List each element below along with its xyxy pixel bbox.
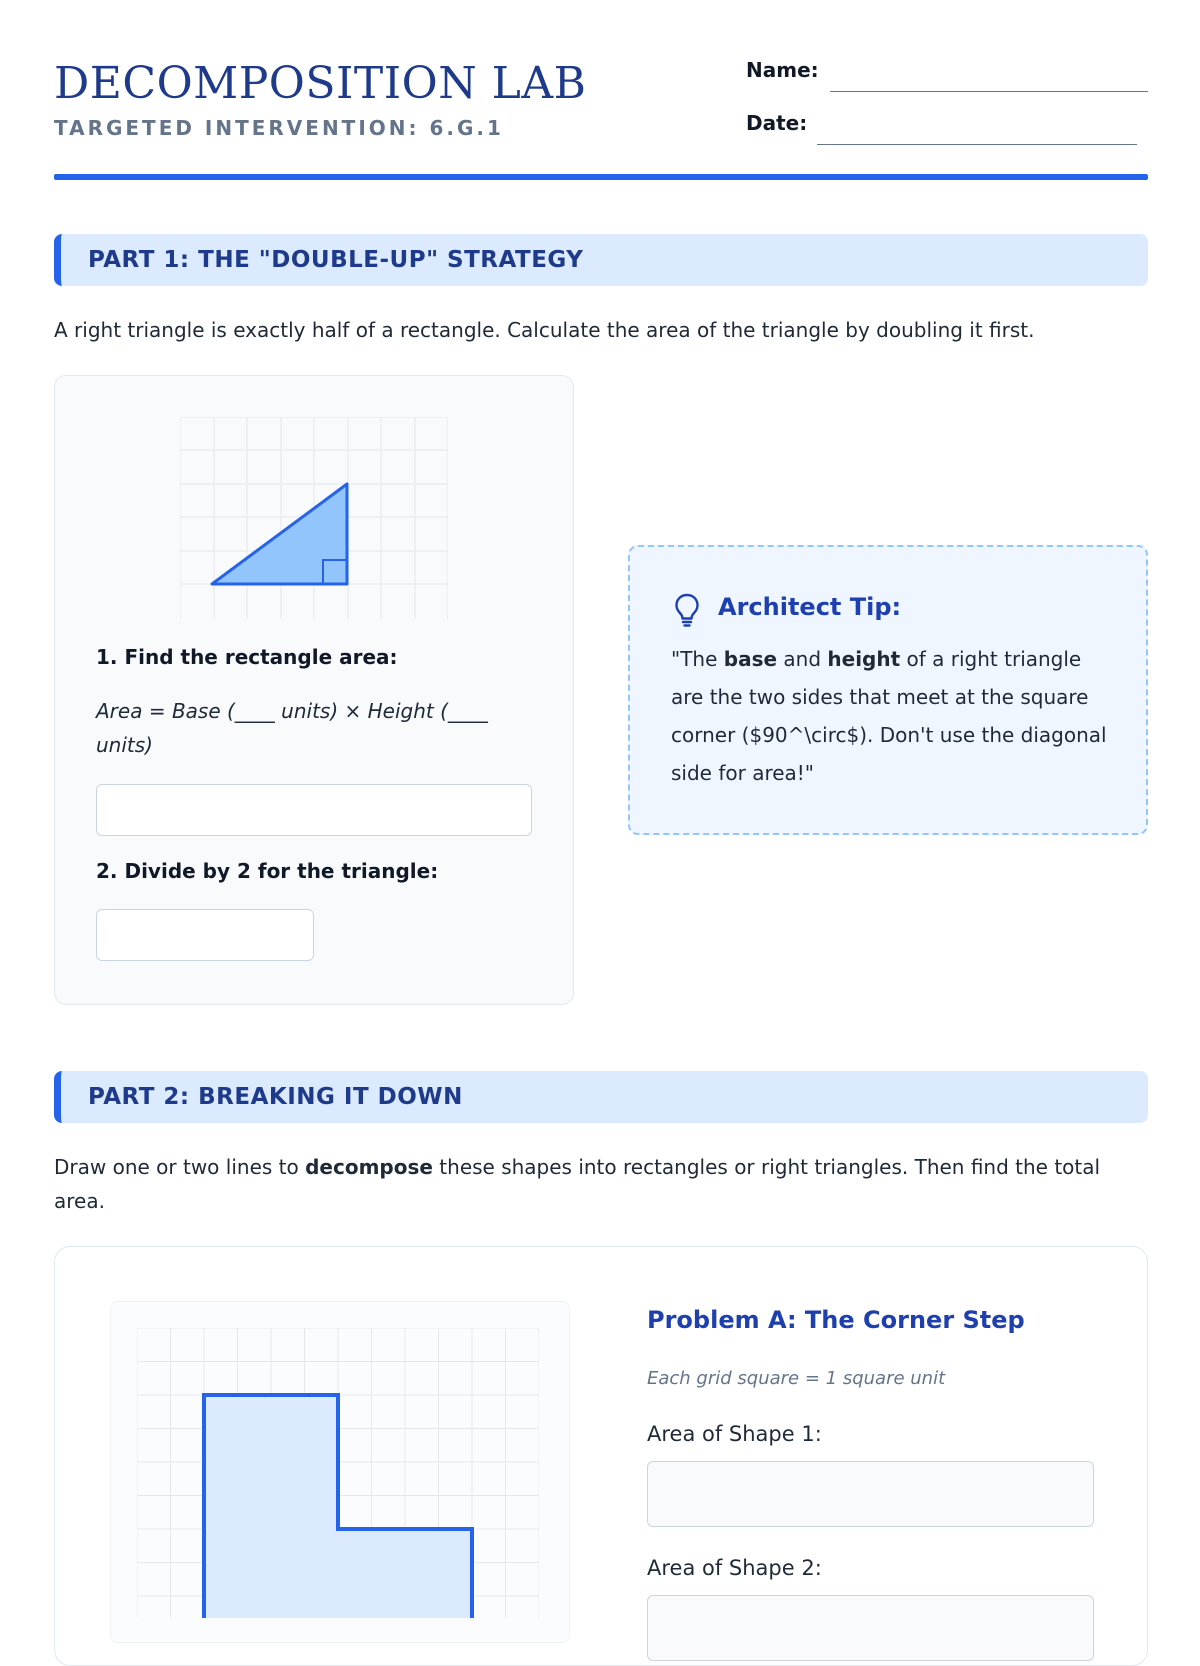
part1-heading: PART 1: THE "DOUBLE-UP" STRATEGY — [88, 247, 584, 273]
part2-intro: Draw one or two lines to decompose these shapes into rectangles or right triangles. Then find the total area. — [54, 1155, 1101, 1213]
grid-hint: Each grid square = 1 square unit — [647, 1368, 946, 1389]
shape2-area-input[interactable] — [647, 1595, 1094, 1661]
tip-title: Architect Tip: — [718, 593, 902, 621]
header-divider — [54, 174, 1148, 180]
right-triangle — [212, 484, 347, 584]
part1-intro: A right triangle is exactly half of a rectangle. Calculate the area of the triangle by doubling it first. — [54, 318, 1035, 342]
part2-heading-bar — [54, 1071, 1148, 1123]
architect-tip — [628, 545, 1148, 835]
part1-card — [54, 375, 574, 1005]
rectangle-area-input[interactable] — [96, 784, 532, 836]
date-field[interactable] — [817, 144, 1137, 145]
problem-a-title: Problem A: The Corner Step — [647, 1306, 1025, 1334]
step2-label: 2. Divide by 2 for the triangle: — [96, 859, 439, 883]
page-title: DECOMPOSITION LAB — [54, 58, 587, 109]
date-label: Date: — [746, 111, 808, 135]
corner-step-diagram — [137, 1328, 539, 1618]
triangle-area-input[interactable] — [96, 909, 314, 961]
part1-heading-bar — [54, 234, 1148, 286]
problem-a-card — [54, 1246, 1148, 1666]
area-formula: Area = Base (____ units) × Height (____ units) — [96, 699, 488, 757]
triangle-diagram — [180, 417, 448, 619]
shape1-label: Area of Shape 1: — [647, 1422, 822, 1446]
shape1-area-input[interactable] — [647, 1461, 1094, 1527]
page-subtitle: TARGETED INTERVENTION: 6.G.1 — [54, 116, 504, 140]
part2-heading: PART 2: BREAKING IT DOWN — [88, 1084, 463, 1110]
step1-label: 1. Find the rectangle area: — [96, 645, 398, 669]
tip-text: "The base and height of a right triangle are the two sides that meet at the square corner ($90^\circ$). Don't use the diagonal side for area!" — [671, 647, 1107, 785]
name-field[interactable] — [830, 91, 1148, 92]
shape2-label: Area of Shape 2: — [647, 1556, 822, 1580]
lightbulb-icon — [674, 593, 700, 627]
name-label: Name: — [746, 58, 819, 82]
